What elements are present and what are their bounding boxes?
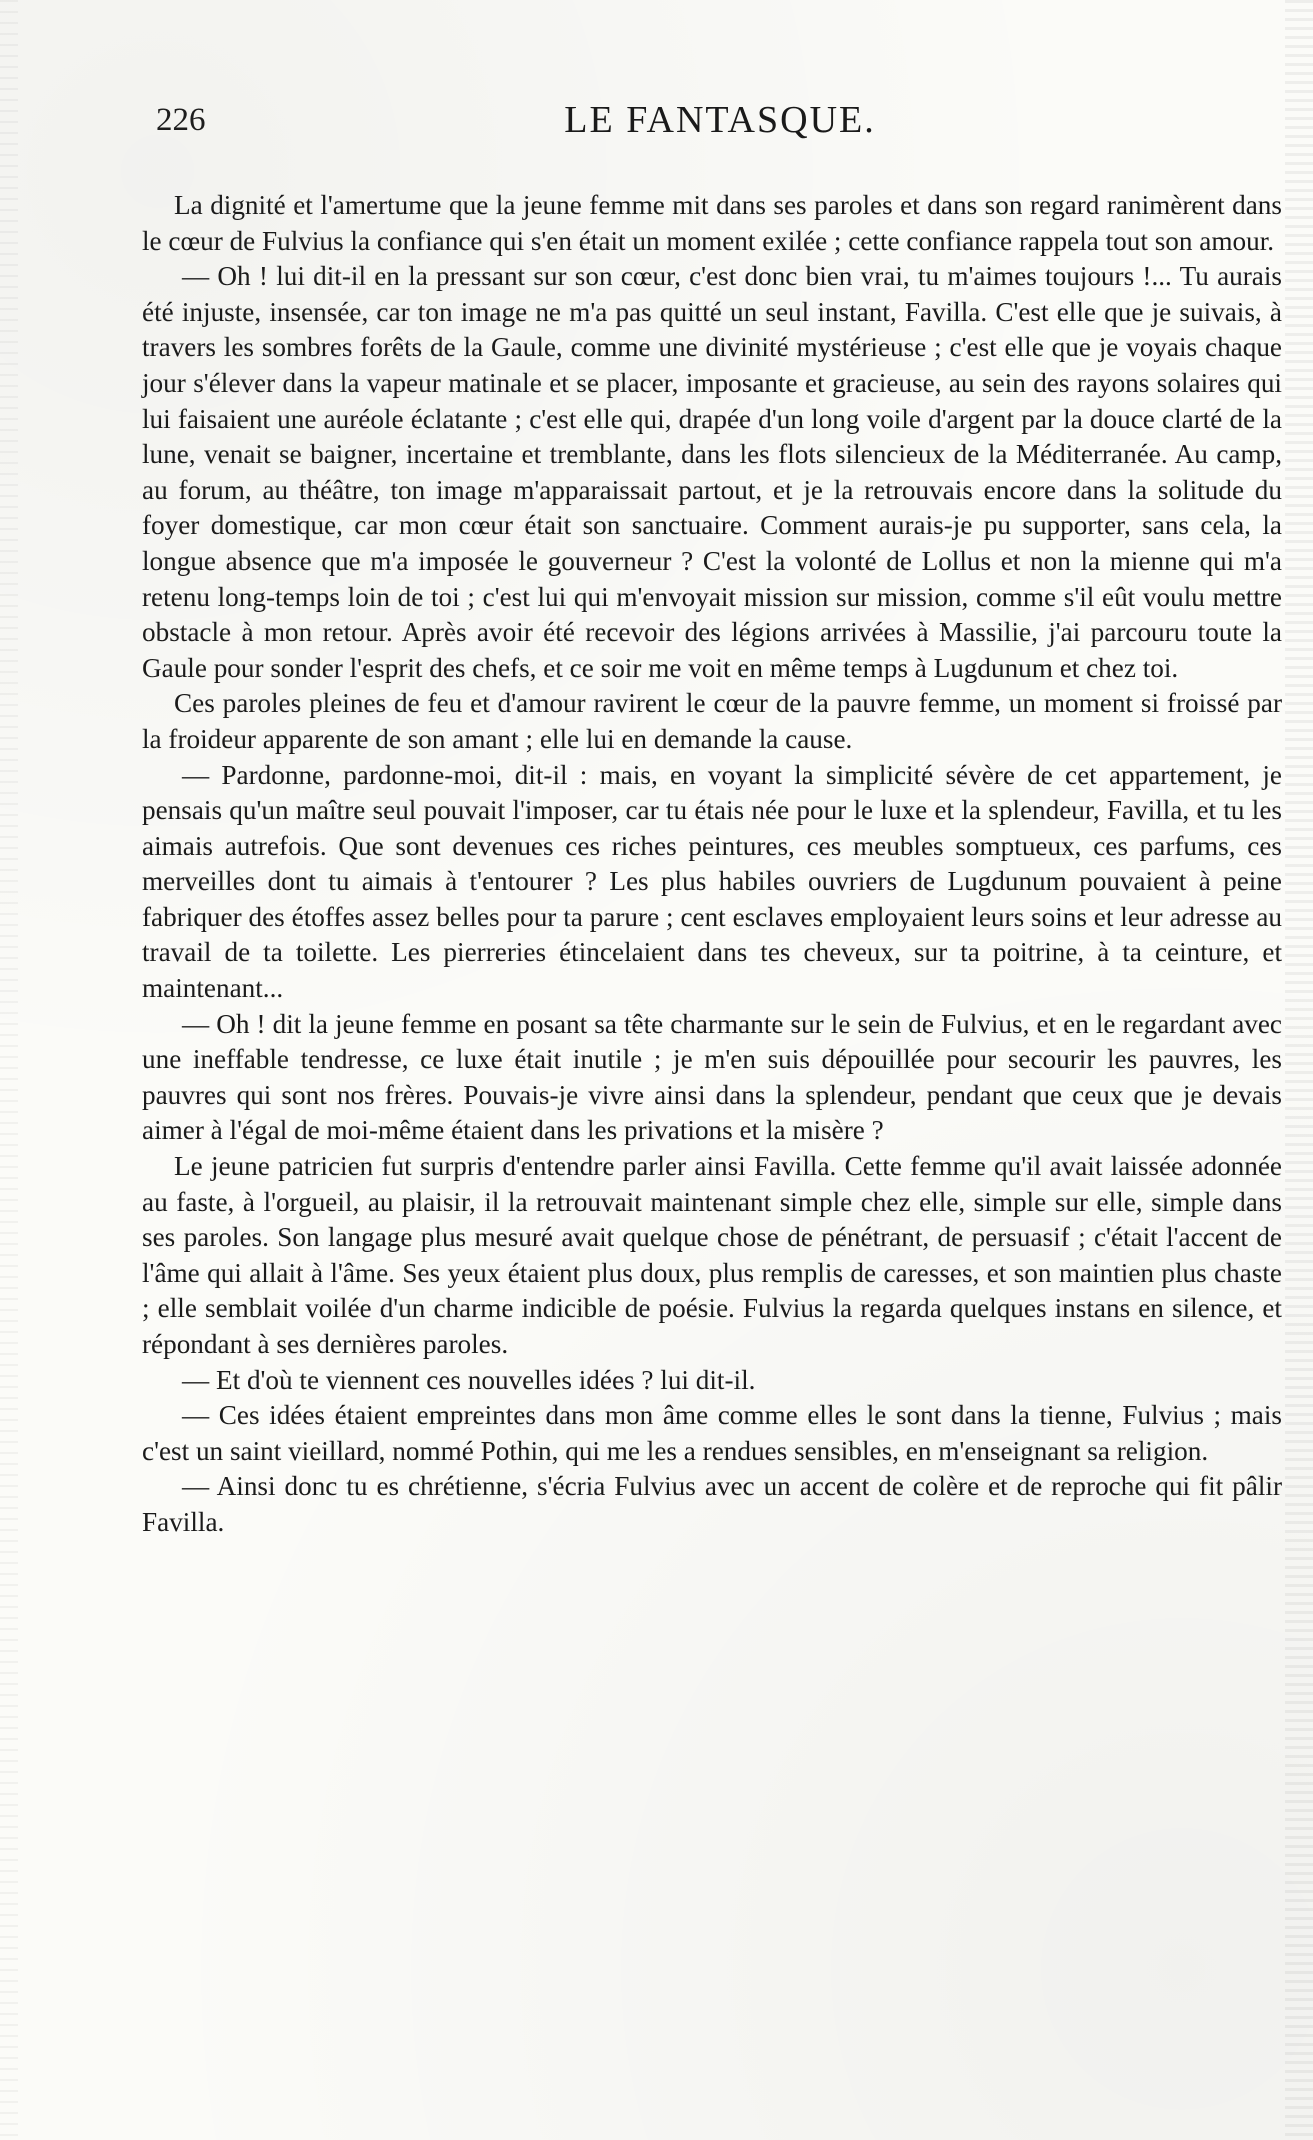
paragraph: — Ainsi donc tu es chrétienne, s'écria Fulvius avec un accent de colère et de reproche qui fit pâlir Favilla.: [142, 1471, 1282, 1537]
running-title: LE FANTASQUE.: [564, 99, 876, 141]
paragraph: — Oh ! dit la jeune femme en posant sa tête charmante sur le sein de Fulvius, et en le regardant avec une ineffable tendresse, ce luxe était inutile ; je m'en suis dépouillée pour secourir les pauvres, les pauvres qui sont nos frères. Pouvais-je vivre ainsi dans la splendeur, pendant que ceux que je devais aimer à l'égal de moi-même étaient dans les privations et la misère ?: [142, 1008, 1282, 1146]
page-header: [150, 96, 1290, 146]
paragraph: Le jeune patricien fut surpris d'entendre parler ainsi Favilla. Cette femme qu'il avait laissée adonnée au faste, à l'orgueil, au plaisir, il la retrouvait maintenant simple chez elle, simple sur elle, simple dans ses paroles. Son langage plus mesuré avait quelque chose de pénétrant, de persuasif ; c'était l'accent de l'âme qui allait à l'âme. Ses yeux étaient plus doux, plus remplis de caresses, et son maintien plus chaste ; elle semblait voilée d'un charme indicible de poésie. Fulvius la regarda quelques instans en silence, et répondant à ses dernières paroles.: [142, 1151, 1282, 1359]
paragraph: — Et d'où te viennent ces nouvelles idées ? lui dit-il.: [182, 1364, 756, 1395]
paragraph: La dignité et l'amertume que la jeune femme mit dans ses paroles et dans son regard ranimèrent dans le cœur de Fulvius la confiance qui s'en était un moment exilée ; cette confiance rappela tout son amour.: [142, 190, 1282, 256]
paragraph: — Ces idées étaient empreintes dans mon âme comme elles le sont dans la tienne, Fulvius ; mais c'est un saint vieillard, nommé Pothin, qui me les a rendues sensibles, en m'enseignant sa religion.: [142, 1400, 1282, 1466]
paragraph: — Oh ! lui dit-il en la pressant sur son cœur, c'est donc bien vrai, tu m'aimes toujours !... Tu aurais été injuste, insensée, car ton image ne m'a pas quitté un seul instant, Favilla. C'est elle que je suivais, à travers les sombres forêts de la Gaule, comme une divinité mystérieuse ; c'est elle que je voyais chaque jour s'élever dans la vapeur matinale et se placer, imposante et gracieuse, au sein des rayons solaires qui lui faisaient une auréole éclatante ; c'est elle qui, drapée d'un long voile d'argent par la douce clarté de la lune, venait se baigner, incertaine et tremblante, dans les flots silencieux de la Méditerranée. Au camp, au forum, au théâtre, ton image m'apparaissait partout, et je la retrouvais encore dans la solitude du foyer domestique, car mon cœur était son sanctuaire. Comment aurais-je pu supporter, sans cela, la longue absence que m'a imposée le gouverneur ? C'est la volonté de Lollus et non la mienne qui m'a retenu long-temps loin de toi ; c'est lui qui m'envoyait mission sur mission, comme s'il eût voulu mettre obstacle à mon retour. Après avoir été recevoir des légions arrivées à Massilie, j'ai parcouru toute la Gaule pour sonder l'esprit des chefs, et ce soir me voit en même temps à Lugdunum et chez toi.: [142, 261, 1282, 683]
page-number: 226: [156, 102, 206, 138]
page-edge-right: [1285, 0, 1313, 2140]
paragraph: Ces paroles pleines de feu et d'amour ravirent le cœur de la pauvre femme, un moment si froissé par la froideur apparente de son amant ; elle lui en demande la cause.: [142, 688, 1282, 754]
page-edge-left: [0, 0, 18, 2140]
paragraph: — Pardonne, pardonne-moi, dit-il : mais, en voyant la simplicité sévère de cet appartement, je pensais qu'un maître seul pouvait l'imposer, car tu étais née pour le luxe et la splendeur, Favilla, et tu les aimais autrefois. Que sont devenues ces riches peintures, ces meubles somptueux, ces parfums, ces merveilles dont tu aimais à t'entourer ? Les plus habiles ouvriers de Lugdunum pouvaient à peine fabriquer des étoffes assez belles pour ta parure ; cent esclaves employaient leurs soins et leur adresse au travail de ta toilette. Les pierreries étincelaient dans tes cheveux, sur ta poitrine, à ta ceinture, et maintenant...: [142, 759, 1282, 1004]
body-text: [142, 188, 1282, 1541]
